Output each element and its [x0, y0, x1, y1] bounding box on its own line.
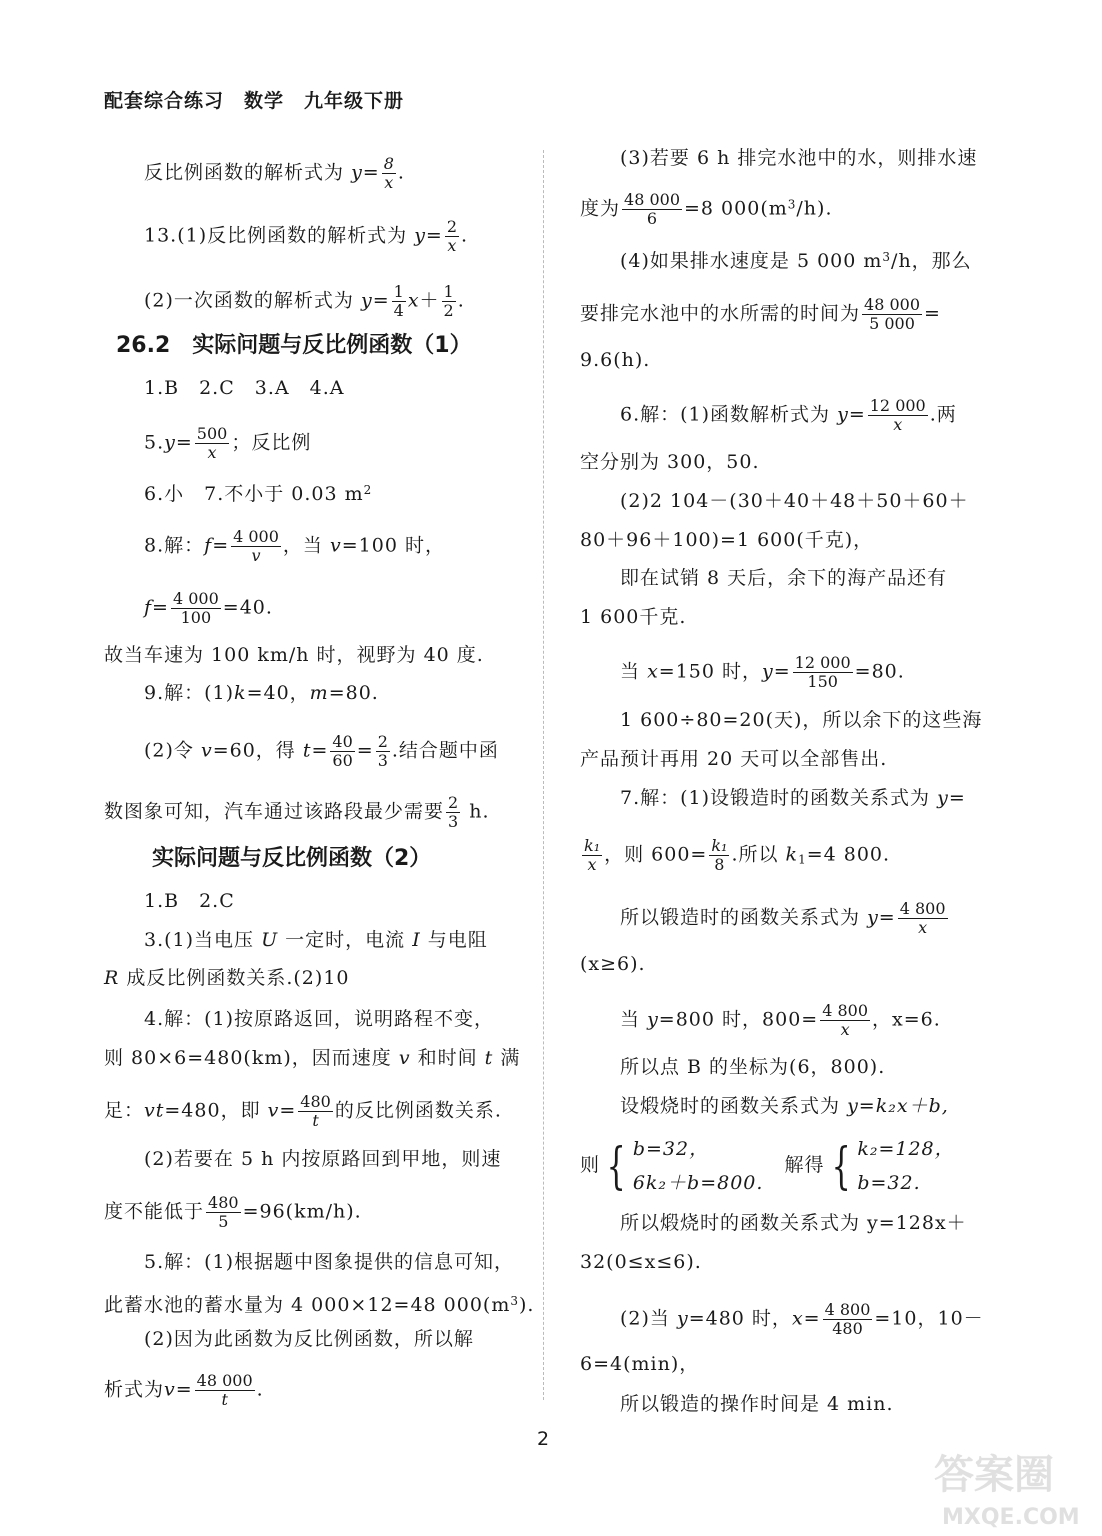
fraction: $\frac{2}{3}$: [448, 793, 459, 831]
line: 产品预计再用 20 天可以全部售出.: [580, 748, 888, 770]
line: 6.解：(1)函数解析式为 y= $\frac{12 000}{x}$ .两: [620, 396, 957, 434]
line: 1.B 2.C 3.A 4.A: [144, 377, 345, 399]
fraction: $\frac{48 000}{t}$: [196, 1371, 253, 1409]
fraction: $\frac{500}{x}$: [196, 424, 228, 462]
line: 即在试销 8 天后，余下的海产品还有: [620, 567, 948, 589]
line: 所以煅烧时的函数关系式为 y=128x＋: [620, 1212, 967, 1234]
running-header: 配套综合练习 数学 九年级下册: [104, 90, 405, 112]
line: R 成反比例函数关系.(2)10: [104, 967, 350, 989]
fraction: $\frac{480}{5}$: [208, 1193, 239, 1231]
line: 此蓄水池的蓄水量为 4 000×12=48 $000(m^3)$.: [104, 1294, 535, 1316]
line: (2)若要在 5 h 内按原路回到甲地，则速: [144, 1148, 502, 1170]
line: $\frac{\text{k₁}}{x}$ ，则 600= $\frac{\text{k₁}}{8}$ .所以 $k_1=4$ 800.: [584, 836, 891, 874]
fraction: $\frac{480}{t}$: [300, 1092, 331, 1130]
line: 9.解：(1)k=40，m=80.: [144, 682, 379, 704]
line: f= $\frac{4 000}{100}$ =40.: [144, 589, 273, 627]
fraction: $\frac{\text{k₁}}{x}$: [584, 836, 601, 874]
equation-system: k₂=128， b=32.: [857, 1138, 955, 1194]
fraction: $\frac{2}{3}$: [377, 732, 388, 770]
line: (2)当 y=480 时，x= $\frac{4 800}{480}$ =10，10－: [620, 1300, 984, 1338]
fraction: $\frac{4 800}{x}$: [899, 899, 946, 937]
line: 当 x=150 时，y= $\frac{12 000}{150}$ =80.: [620, 653, 905, 691]
line: 数图象可知，汽车通过该路段最少需要 $\frac{2}{3}$ h.: [104, 793, 490, 831]
line: 度为 $\frac{48 000}{6}$ =8 $000(m^3/h)$.: [580, 190, 833, 228]
line: 9.6(h).: [580, 349, 651, 371]
line: 足：vt=480，即 v= $\frac{480}{t}$ 的反比例函数关系.: [104, 1092, 502, 1130]
line: 3.(1)当电压 U 一定时，电流 I 与电阻: [144, 929, 488, 951]
line: 1.B 2.C: [144, 890, 235, 912]
fraction: $\frac{1}{4}$: [393, 282, 404, 320]
equation-system-line: 则 { b=32， 6k₂＋b=800. 解得 { k₂=128， b=32.: [580, 1132, 955, 1200]
fraction: $\frac{2}{x}$: [446, 217, 458, 255]
fraction: $\frac{8}{x}$: [383, 154, 394, 192]
line: 32(0≤x≤6).: [580, 1251, 702, 1273]
line: 6.小 7.不小于 0.03 $m^2$: [144, 483, 373, 505]
line: 空分别为 300，50.: [580, 451, 760, 473]
fraction: $\frac{48 000}{6}$: [624, 190, 680, 228]
line: (2)一次函数的解析式为 y= $\frac{1}{4}$ x＋ $\frac{1}{2}$ .: [144, 282, 465, 320]
fraction: $\frac{12 000}{x}$: [869, 396, 926, 434]
watermark-logo: [930, 1440, 1090, 1530]
line: (3)若要 6 h 排完水池中的水，则排水速: [620, 147, 978, 169]
column-divider: [543, 150, 544, 1400]
fraction: $\frac{\text{k₁}}{8}$: [711, 836, 728, 874]
line: 所以点 B 的坐标为(6，800).: [620, 1056, 886, 1078]
section-heading: 实际问题与反比例函数（2）: [152, 846, 432, 871]
section-heading: 26.2 实际问题与反比例函数（1）: [116, 333, 472, 358]
line: 1 600÷80=20(天)，所以余下的这些海: [620, 709, 983, 731]
page-number: 2: [537, 1428, 550, 1450]
line: 反比例函数的解析式为 y= $\frac{8}{x}$ .: [144, 154, 405, 192]
fraction: $\frac{40}{60}$: [332, 732, 353, 770]
line: 设煅烧时的函数关系式为 y=k₂x＋b,: [620, 1095, 949, 1117]
fraction: $\frac{4 800}{480}$: [824, 1300, 871, 1338]
line: (2)2 104－(30＋40＋48＋50＋60＋: [620, 490, 969, 512]
line: 所以锻造时的函数关系式为 y= $\frac{4 800}{x}$: [620, 899, 946, 937]
fraction: $\frac{4 800}{x}$: [822, 1001, 869, 1039]
watermark-url: MXQE.COM: [942, 1505, 1080, 1530]
line: (2)令 v=60，得 t= $\frac{40}{60}$ = $\frac{2}{3}$ .结合题中函: [144, 732, 499, 770]
line: 析式为v= $\frac{48 000}{t}$ .: [104, 1371, 264, 1409]
fraction: $\frac{1}{2}$: [443, 282, 454, 320]
line: 4.解：(1)按原路返回，说明路程不变，: [144, 1008, 495, 1030]
fraction: $\frac{12 000}{150}$: [794, 653, 851, 691]
line: 当 y=800 时，800= $\frac{4 800}{x}$ ，x=6.: [620, 1001, 941, 1039]
line: 所以锻造的操作时间是 4 min.: [620, 1393, 894, 1415]
line: 5.y= $\frac{500}{x}$ ；反比例: [144, 424, 312, 462]
fraction: $\frac{4 000}{100}$: [172, 589, 219, 627]
line: 则 80×6=480(km)，因而速度 v 和时间 t 满: [104, 1047, 521, 1069]
line: 13.(1)反比例函数的解析式为 y= $\frac{2}{x}$ .: [144, 217, 469, 255]
line: (x≥6).: [580, 953, 646, 975]
line: (2)因为此函数为反比例函数，所以解: [144, 1328, 474, 1350]
brace-icon: {: [831, 1137, 851, 1195]
brace-icon: {: [606, 1137, 627, 1195]
fraction: $\frac{4 000}{v}$: [233, 527, 279, 565]
line: 8.解：f= $\frac{4 000}{v}$ ，当 v=100 时，: [144, 527, 445, 565]
line: 故当车速为 100 km/h 时，视野为 40 度.: [104, 644, 484, 666]
line: 6=4(min)，: [580, 1353, 700, 1375]
line: 要排完水池中的水所需的时间为 $\frac{48 000}{5 000}$ =: [580, 295, 941, 333]
line: 1 600千克.: [580, 606, 687, 628]
line: 80＋96＋100)=1 600(千克)，: [580, 529, 874, 551]
equation-system: b=32， 6k₂＋b=800.: [632, 1138, 764, 1194]
line: (4)如果排水速度是 5 000 $m^3/h$，那么: [620, 250, 972, 272]
fraction: $\frac{48 000}{5 000}$: [864, 295, 920, 333]
line: 7.解：(1)设锻造时的函数关系式为 y=: [620, 787, 966, 809]
line: 5.解：(1)根据题中图象提供的信息可知，: [144, 1251, 515, 1273]
line: 度不能低于 $\frac{480}{5}$ =96(km/h).: [104, 1193, 362, 1231]
watermark-text: 答案圈: [934, 1452, 1054, 1498]
